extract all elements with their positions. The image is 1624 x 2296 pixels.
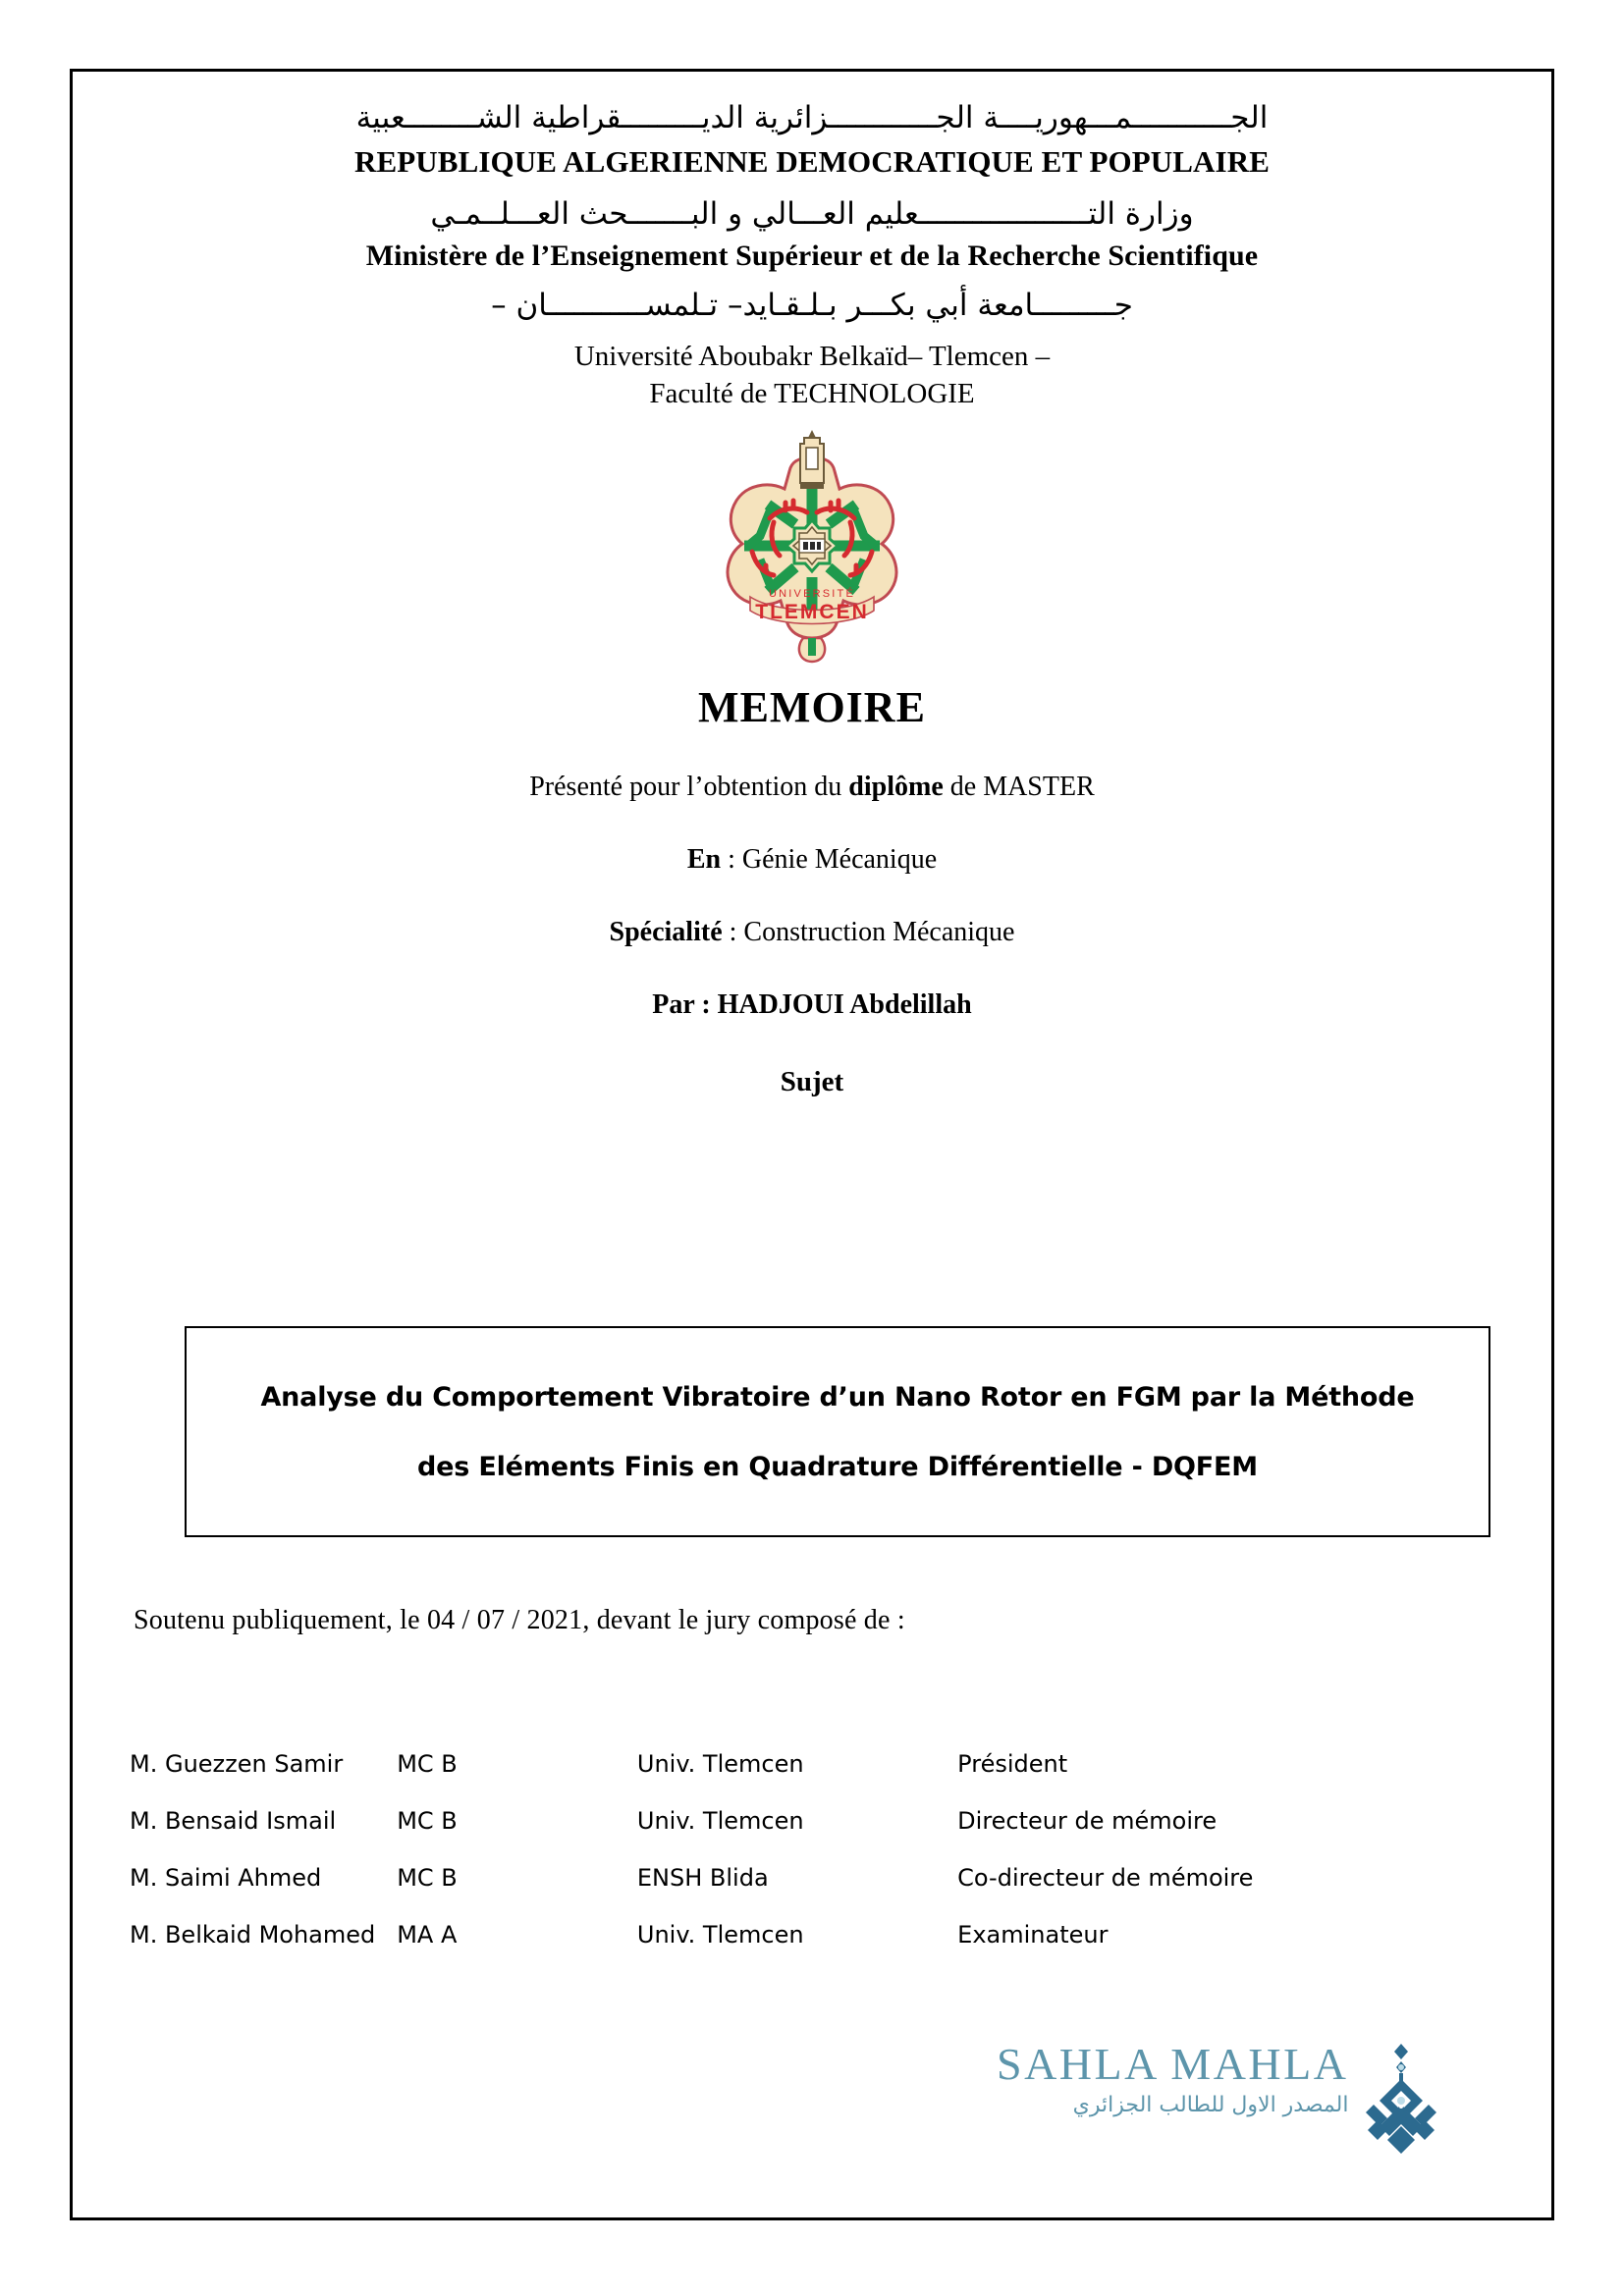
watermark-tagline: المصدر الاول للطالب الجزائري — [1072, 2093, 1349, 2117]
table-row — [130, 1750, 1406, 1807]
university-emblem-icon — [709, 428, 915, 668]
jury-member-role: Co-directeur de mémoire — [957, 1864, 1254, 1892]
republic-french-heading: REPUBLIQUE ALGERIENNE DEMOCRATIQUE ET POPULAIRE — [354, 143, 1270, 179]
jury-table-body — [130, 1750, 1406, 1978]
university-arabic-heading: جـــــــــامعة أبي بكـــر بـلـقـايد– تـلمســـــــــــان – — [491, 288, 1133, 324]
field-value: : Génie Mécanique — [721, 844, 938, 876]
diploma-statement — [73, 772, 1551, 803]
jury-member-grade: MC B — [397, 1864, 458, 1892]
table-row — [130, 1921, 1406, 1978]
watermark-logo — [1354, 2042, 1448, 2164]
jury-member-name: M. Saimi Ahmed — [130, 1864, 322, 1892]
subject-box — [185, 1326, 1490, 1537]
jury-member-institution: Univ. Tlemcen — [636, 1807, 804, 1835]
table-row — [130, 1864, 1406, 1921]
ministry-arabic-heading: وزارة التـــــــــــــــــــعليم العـــالي و البـــــــحث العـــلــمـي — [430, 195, 1194, 232]
sahla-mahla-watermark — [997, 2039, 1507, 2169]
svg-text:TLEMCEN: TLEMCEN — [755, 601, 869, 624]
specialty-label: Spécialité — [609, 917, 723, 948]
diploma-statement-prefix: Présenté pour l’obtention du — [529, 772, 849, 803]
republic-arabic-heading: الجـــــــــــمـــهوريــــة الجــــــــــــزائرية الديـــــــــقراطية الشــــــــعبية — [355, 100, 1269, 135]
author-label: Par — [652, 989, 695, 1021]
jury-table — [130, 1750, 1406, 1978]
specialty-line — [73, 917, 1551, 948]
jury-member-grade: MA A — [397, 1921, 458, 1949]
subject-line-1: Analyse du Comportement Vibratoire d’un Nano Rotor en FGM par la Méthode — [260, 1381, 1415, 1413]
jury-member-institution: Univ. Tlemcen — [636, 1750, 804, 1778]
jury-member-role: Examinateur — [957, 1921, 1109, 1949]
diploma-statement-suffix: de MASTER — [943, 772, 1095, 803]
specialty-value: : Construction Mécanique — [722, 917, 1015, 948]
university-french-name: Université Aboubakr Belkaïd– Tlemcen – — [573, 340, 1051, 372]
author-line — [73, 989, 1551, 1021]
sahla-mahla-diamond-icon — [1354, 2042, 1448, 2160]
jury-member-role: Directeur de mémoire — [957, 1807, 1218, 1835]
faculty-name: Faculté de TECHNOLOGIE — [649, 378, 975, 410]
table-row — [130, 1807, 1406, 1864]
jury-member-name: M. Bensaid Ismail — [130, 1807, 337, 1835]
page-content — [73, 72, 1551, 2217]
jury-member-institution: ENSH Blida — [636, 1864, 769, 1892]
subject-line-2: des Eléments Finis en Quadrature Différentielle - DQFEM — [417, 1451, 1258, 1482]
jury-member-role: Président — [957, 1750, 1068, 1778]
jury-member-grade: MC B — [397, 1750, 458, 1778]
jury-member-name: M. Belkaid Mohamed — [130, 1921, 376, 1949]
memoire-title: MEMOIRE — [698, 683, 926, 732]
svg-text:UNIVERSITÉ: UNIVERSITÉ — [768, 588, 856, 601]
watermark-text-block — [997, 2039, 1349, 2117]
jury-member-grade: MC B — [397, 1807, 458, 1835]
university-logo — [73, 428, 1551, 668]
diploma-word: diplôme — [848, 772, 944, 803]
subject-label: Sujet — [780, 1066, 844, 1098]
defense-statement: Soutenu publiquement, le 04 / 07 / 2021, devant le jury composé de : — [134, 1605, 905, 1635]
author-value: : HADJOUI Abdelillah — [694, 989, 972, 1021]
field-label: En — [686, 844, 722, 876]
jury-member-name: M. Guezzen Samir — [130, 1750, 344, 1778]
watermark-brand: SAHLA MAHLA — [997, 2039, 1349, 2089]
field-line — [73, 844, 1551, 876]
jury-member-institution: Univ. Tlemcen — [636, 1921, 804, 1949]
ministry-french-heading: Ministère de l’Enseignement Supérieur et de la Recherche Scientifique — [365, 240, 1259, 273]
page-border — [70, 69, 1554, 2220]
